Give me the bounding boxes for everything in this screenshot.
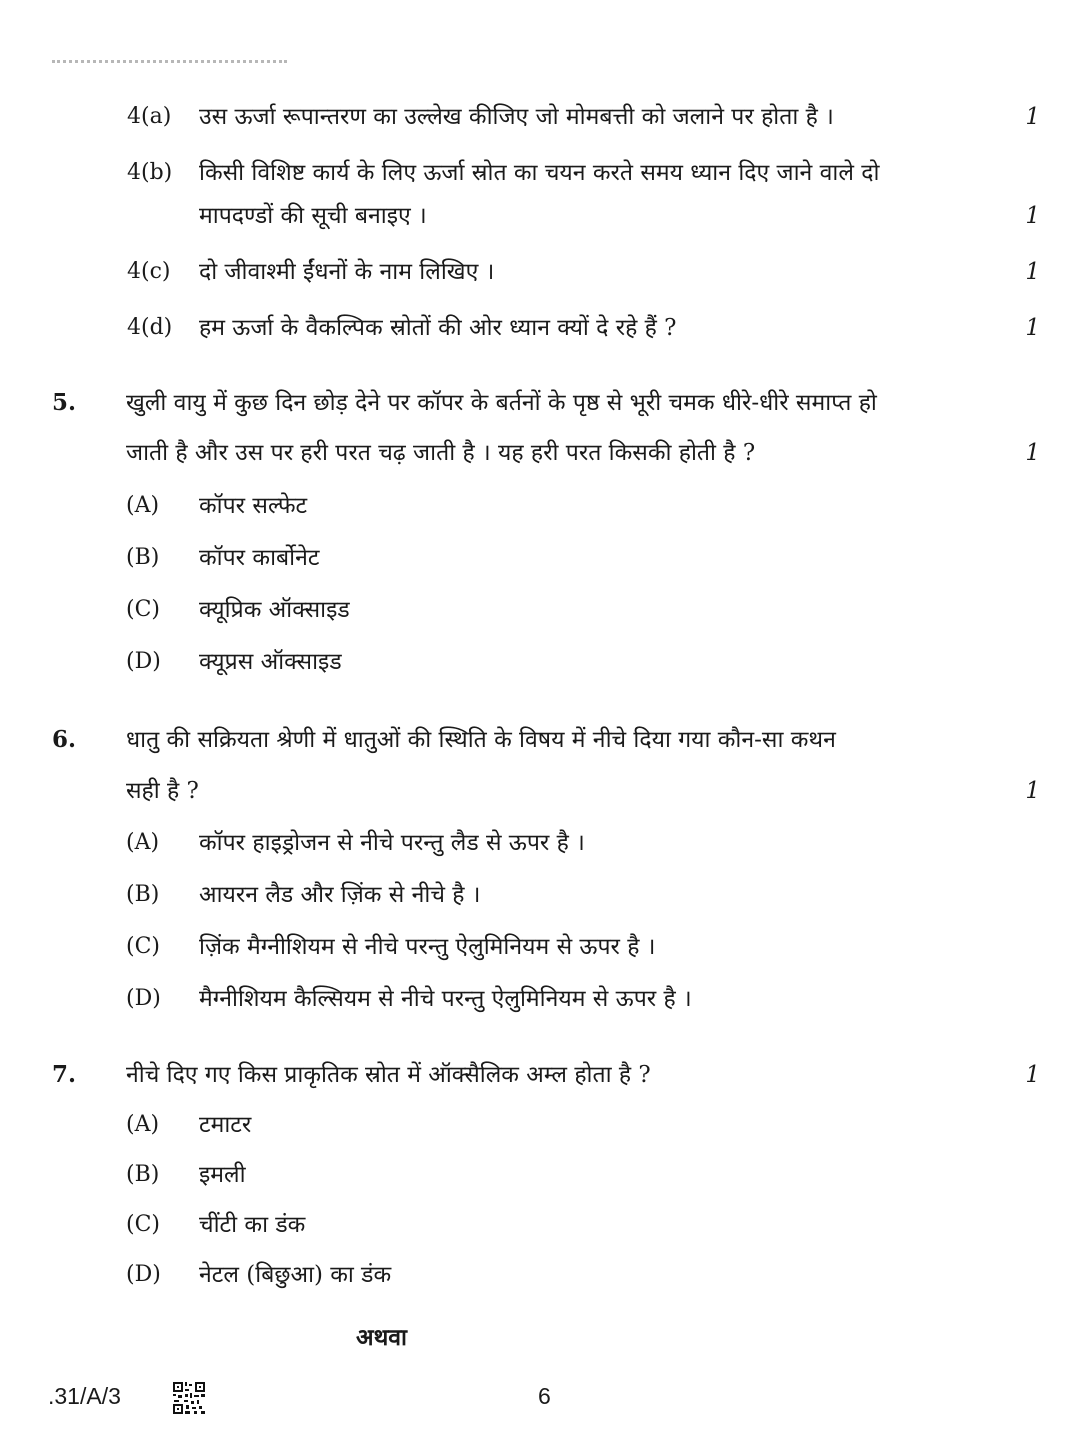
q5-option-b-text: कॉपर कार्बोनेट: [199, 545, 320, 571]
q4d-mark: 1: [1025, 315, 1040, 341]
q4a-text: उस ऊर्जा रूपान्तरण का उल्लेख कीजिए जो मोमबत्ती को जलाने पर होता है ।: [199, 104, 834, 130]
q7-option-a-text: टमाटर: [199, 1112, 252, 1138]
q4d-text: हम ऊर्जा के वैकल्पिक स्रोतों की ओर ध्यान क्यों दे रहे हैं ?: [199, 315, 677, 341]
q5-option-b-label: (B): [126, 545, 160, 570]
q5-option-c-text: क्यूप्रिक ऑक्साइड: [199, 597, 350, 623]
q6-option-d-text: मैग्नीशियम कैल्सियम से नीचे परन्तु ऐलुमिनियम से ऊपर है ।: [199, 986, 692, 1012]
q4b-text-line1: किसी विशिष्ट कार्य के लिए ऊर्जा स्रोत का चयन करते समय ध्यान दिए जाने वाले दो: [199, 160, 880, 186]
q7-option-d-text: नेटल (बिछुआ) का डंक: [199, 1262, 392, 1288]
footer-paper-code: .31/A/3: [48, 1383, 121, 1409]
q5-option-d-label: (D): [126, 649, 161, 674]
q7-option-d-label: (D): [126, 1262, 161, 1287]
q4b-label: 4(b): [127, 160, 173, 185]
q5-mark: 1: [1025, 440, 1040, 466]
q4c-label: 4(c): [127, 259, 171, 284]
q5-option-a-text: कॉपर सल्फेट: [199, 493, 308, 519]
q7-option-c-text: चींटी का डंक: [199, 1212, 306, 1238]
q6-option-a-label: (A): [126, 830, 160, 855]
q5-text-line2: जाती है और उस पर हरी परत चढ़ जाती है । यह हरी परत किसकी होती है ?: [126, 440, 756, 466]
q7-mark: 1: [1025, 1062, 1040, 1088]
q6-option-a-text: कॉपर हाइड्रोजन से नीचे परन्तु लैड से ऊपर है ।: [199, 830, 585, 856]
header-code-strip: [52, 60, 287, 67]
q5-option-d-text: क्यूप्रस ऑक्साइड: [199, 649, 342, 675]
q7-number: 7.: [52, 1061, 77, 1088]
q4c-text: दो जीवाश्मी ईंधनों के नाम लिखिए ।: [199, 259, 495, 285]
q6-number: 6.: [52, 726, 77, 753]
q5-text-line1: खुली वायु में कुछ दिन छोड़ देने पर कॉपर के बर्तनों के पृष्ठ से भूरी चमक धीरे-धीरे समाप्त हो: [126, 390, 877, 416]
q5-option-c-label: (C): [126, 597, 160, 622]
page-number: 6: [538, 1383, 551, 1409]
q4b-text-line2: मापदण्डों की सूची बनाइए ।: [199, 203, 427, 229]
q4b-mark: 1: [1025, 203, 1040, 229]
q6-option-b-text: आयरन लैड और ज़िंक से नीचे है ।: [199, 882, 481, 908]
q7-text: नीचे दिए गए किस प्राकृतिक स्रोत में ऑक्सैलिक अम्ल होता है ?: [126, 1062, 651, 1088]
q7-option-b-text: इमली: [199, 1162, 246, 1188]
q6-option-d-label: (D): [126, 986, 161, 1011]
q4a-mark: 1: [1025, 104, 1040, 130]
q4c-mark: 1: [1025, 259, 1040, 285]
q7-option-c-label: (C): [126, 1212, 160, 1237]
q6-text-line1: धातु की सक्रियता श्रेणी में धातुओं की स्थिति के विषय में नीचे दिया गया कौन-सा कथन: [126, 727, 836, 753]
q4d-label: 4(d): [127, 315, 173, 340]
q6-mark: 1: [1025, 778, 1040, 804]
qr-code-icon: [172, 1381, 206, 1415]
q6-text-line2: सही है ?: [126, 778, 199, 804]
q5-number: 5.: [52, 389, 77, 416]
q5-option-a-label: (A): [126, 493, 160, 518]
q7-option-a-label: (A): [126, 1112, 160, 1137]
or-separator: अथवा: [356, 1324, 408, 1351]
q4a-label: 4(a): [127, 104, 172, 129]
q6-option-b-label: (B): [126, 882, 160, 907]
q6-option-c-label: (C): [126, 934, 160, 959]
q7-option-b-label: (B): [126, 1162, 160, 1187]
q6-option-c-text: ज़िंक मैग्नीशियम से नीचे परन्तु ऐलुमिनियम से ऊपर है ।: [199, 934, 656, 960]
